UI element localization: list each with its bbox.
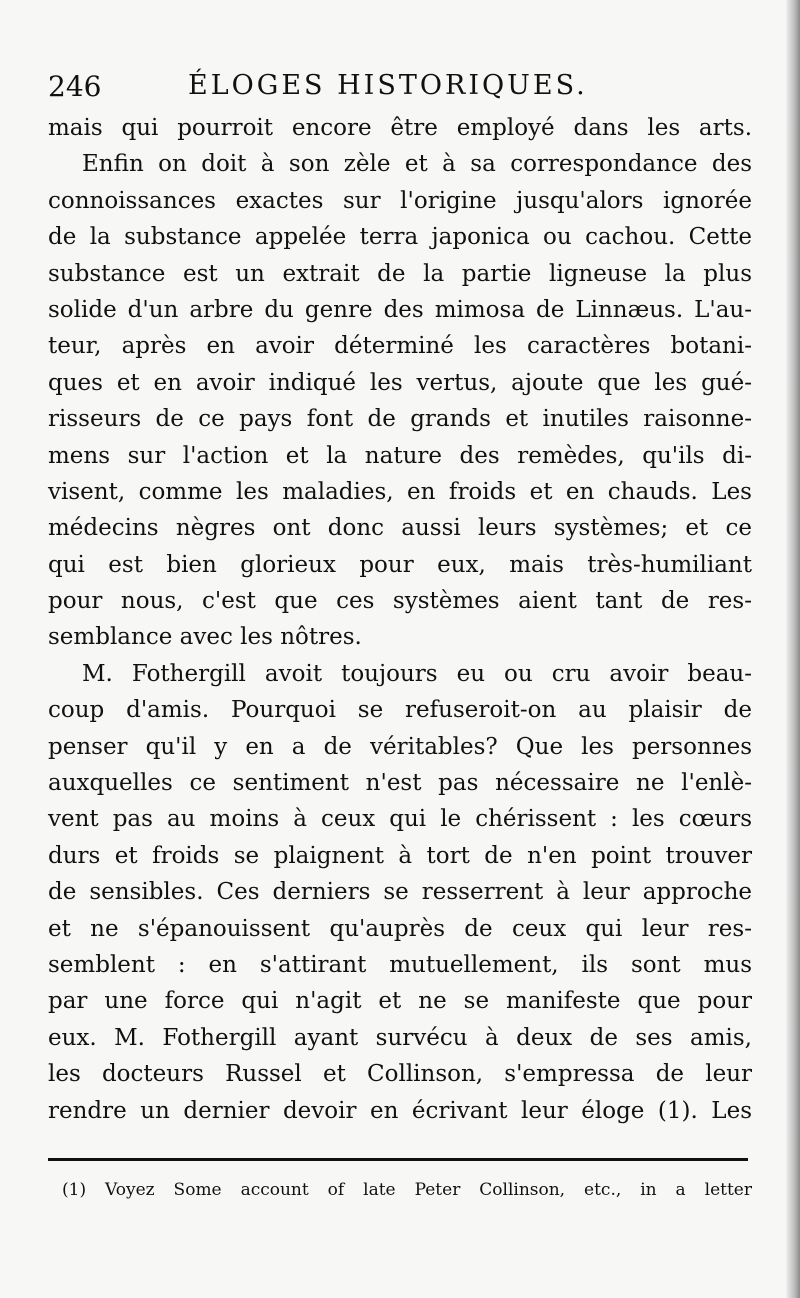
footnote: (1) Voyez Some account of late Peter Collinson, etc., in a letter <box>62 1180 752 1200</box>
page-header <box>48 66 748 112</box>
page-number: 246 <box>48 70 102 103</box>
text-line: et ne s'épanouissent qu'auprès de ceux qui leur res- <box>48 915 752 942</box>
text-line: substance est un extrait de la partie ligneuse la plus <box>48 260 752 287</box>
text-line: ques et en avoir indiqué les vertus, ajoute que les gué- <box>48 369 752 396</box>
text-line: Enfin on doit à son zèle et à sa correspondance des <box>82 151 752 178</box>
text-line: penser qu'il y en a de véritables? Que les personnes <box>48 733 752 760</box>
text-line: par une force qui n'agit et ne se manifeste que pour <box>48 988 752 1015</box>
text-line: semblent : en s'attirant mutuellement, ils sont mus <box>48 951 752 978</box>
running-title: ÉLOGES HISTORIQUES. <box>188 70 588 101</box>
text-line: M. Fothergill avoit toujours eu ou cru avoir beau- <box>82 660 752 687</box>
text-line: pour nous, c'est que ces systèmes aient tant de res- <box>48 588 752 615</box>
text-line: qui est bien glorieux pour eux, mais très-humiliant <box>48 551 752 578</box>
text-line: visent, comme les maladies, en froids et en chauds. Les <box>48 478 752 505</box>
text-line: eux. M. Fothergill ayant survécu à deux de ses amis, <box>48 1024 752 1051</box>
text-line: mens sur l'action et la nature des remèdes, qu'ils di- <box>48 442 752 469</box>
text-line: coup d'amis. Pourquoi se refuseroit-on au plaisir de <box>48 697 752 724</box>
text-line: teur, après en avoir déterminé les caractères botani- <box>48 333 752 360</box>
footnote-divider <box>48 1158 748 1161</box>
text-line: mais qui pourroit encore être employé dans les arts. <box>48 115 752 141</box>
body-text <box>48 110 752 1129</box>
text-line: de la substance appelée terra japonica ou cachou. Cette <box>48 224 752 251</box>
text-line: de sensibles. Ces derniers se resserrent à leur approche <box>48 879 752 906</box>
text-line: auxquelles ce sentiment n'est pas nécessaire ne l'enlè- <box>48 770 752 797</box>
text-line: médecins nègres ont donc aussi leurs systèmes; et ce <box>48 515 752 542</box>
text-line: semblance avec les nôtres. <box>48 624 362 651</box>
text-line: solide d'un arbre du genre des mimosa de Linnæus. L'au- <box>48 296 752 323</box>
text-line: connoissances exactes sur l'origine jusqu'alors ignorée <box>48 187 752 214</box>
text-line: risseurs de ce pays font de grands et inutiles raisonne- <box>48 406 752 433</box>
text-line: vent pas au moins à ceux qui le chérissent : les cœurs <box>48 806 752 833</box>
text-line: rendre un dernier devoir en écrivant leur éloge (1). Les <box>48 1097 752 1124</box>
text-line: les docteurs Russel et Collinson, s'empressa de leur <box>48 1061 752 1088</box>
text-line: durs et froids se plaignent à tort de n'en point trouver <box>48 842 752 869</box>
